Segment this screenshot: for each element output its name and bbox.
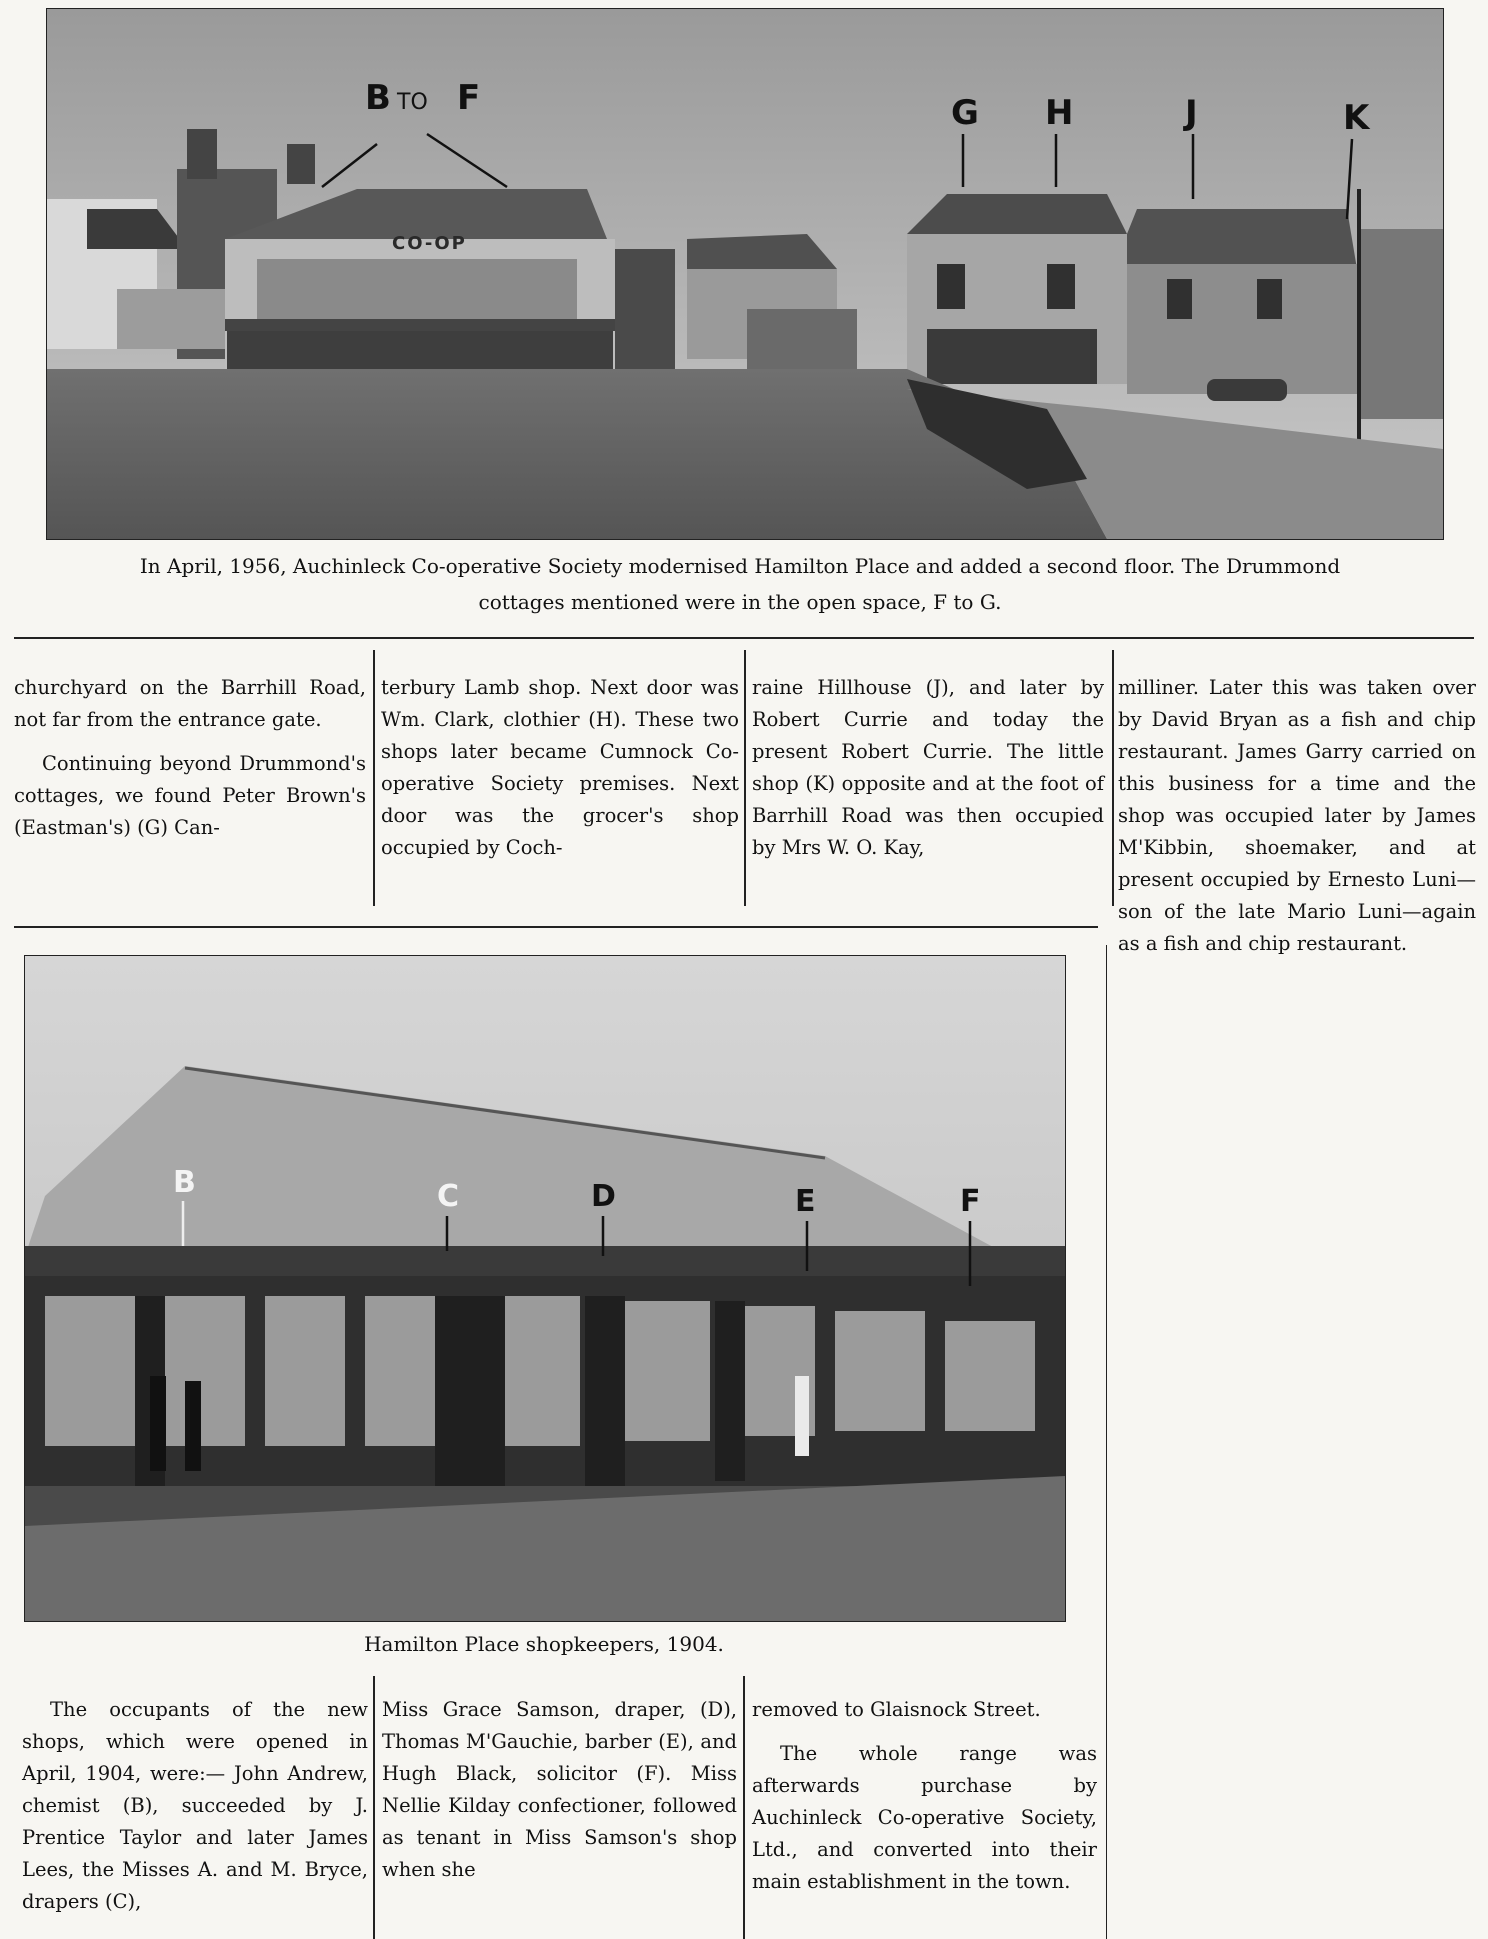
photo-1956-caption [40, 548, 1440, 620]
label-j: J [1185, 93, 1198, 133]
photo-hamilton-place-1904 [24, 955, 1066, 1622]
top-rule-2 [744, 650, 746, 906]
top-col1-para1: churchyard on the Barrhill Road, not far from the entrance gate. [14, 676, 366, 731]
label-c: C [437, 1179, 460, 1214]
top-rule-1 [373, 650, 375, 906]
top-col2-para1: terbury Lamb shop. Next door was Wm. Clark, clothier (H). These two shops later became Cumnock Co-operative Society premises. Next door was the grocer's shop occupied by Coch- [381, 676, 739, 859]
bottom-rule-1 [373, 1676, 375, 1939]
top-rule-3 [1112, 650, 1114, 906]
top-column-1 [14, 672, 366, 844]
label-e: E [795, 1184, 816, 1219]
top-column-4 [1118, 672, 1476, 960]
caption-line-2: cottages mentioned were in the open space, F to G. [478, 590, 1002, 614]
top-column-3 [752, 672, 1104, 864]
top-column-2 [381, 672, 739, 864]
photo-1904-illustration [25, 956, 1065, 1621]
bottom-col3-para1: removed to Glaisnock Street. [752, 1698, 1041, 1721]
label-to: TO [397, 90, 428, 115]
bottom-column-3 [752, 1694, 1097, 1898]
top-col3-para1: raine Hillhouse (J), and later by Robert Currie and today the present Robert Currie. The little shop (K) opposite and at the foot of Barrhill Road was then occupied by Mrs W. O. Kay, [752, 676, 1104, 859]
bottom-column-2 [382, 1694, 737, 1886]
right-photo-rule [1106, 945, 1107, 1939]
label-d: D [591, 1179, 616, 1214]
divider-top [14, 637, 1474, 639]
bottom-rule-2 [743, 1676, 745, 1939]
label-f: F [457, 78, 481, 118]
bottom-column-1 [22, 1694, 368, 1918]
divider-middle [14, 926, 1098, 928]
label-k: K [1343, 98, 1370, 138]
bottom-col1-para1: The occupants of the new shops, which were opened in April, 1904, were:— John Andrew, chemist (B), succeeded by J. Prentice Taylor and later James Lees, the Misses A. and M. Bryce, drapers (C), [22, 1698, 368, 1913]
photo-1904-caption: Hamilton Place shopkeepers, 1904. [364, 1632, 724, 1656]
top-col1-para2: Continuing beyond Drummond's cottages, we found Peter Brown's (Eastman's) (G) Can- [14, 752, 366, 839]
bottom-col3-para2: The whole range was afterwards purchase by Auchinleck Co-operative Society, Ltd., and converted into their main establishment in the town. [752, 1742, 1097, 1893]
label-h: H [1045, 93, 1074, 133]
top-col4-para1: milliner. Later this was taken over by David Bryan as a fish and chip restaurant. James Garry carried on this business for a time and the shop was occupied later by James M'Kibbin, shoemaker, and at present occupied by Ernesto Luni—son of the late Mario Luni—again as a fish and chip restaurant. [1118, 676, 1476, 955]
photo-hamilton-place-1956 [46, 8, 1444, 540]
label-b: B [365, 78, 391, 118]
label-g: G [951, 93, 979, 133]
photo-1956-illustration [47, 9, 1443, 539]
coop-sign: CO-OP [392, 233, 467, 254]
label-f: F [960, 1184, 981, 1219]
bottom-col2-para1: Miss Grace Samson, draper, (D), Thomas M'Gauchie, barber (E), and Hugh Black, solicitor (F). Miss Nellie Kilday confectioner, followed as tenant in Miss Samson's shop when she [382, 1698, 737, 1881]
label-b: B [173, 1165, 196, 1200]
caption-line-1: In April, 1956, Auchinleck Co-operative Society modernised Hamilton Place and added a second floor. The Drummond [139, 554, 1341, 578]
